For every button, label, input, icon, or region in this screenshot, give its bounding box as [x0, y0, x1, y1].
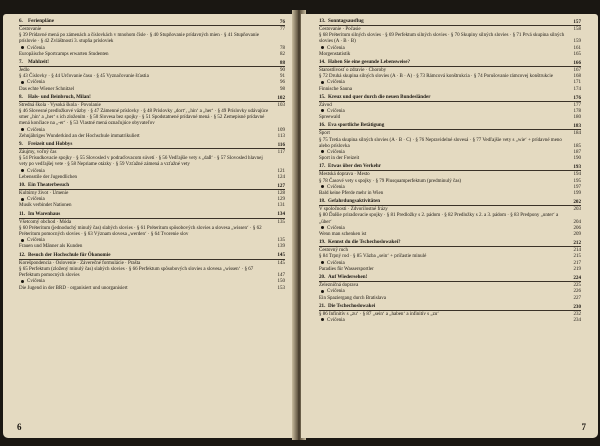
chapter-heading	[19, 211, 285, 218]
chapter-title: Auf Wiedersehen!	[328, 274, 368, 281]
chapter-title: Hals- und Beinbruch, Milan!	[28, 93, 91, 100]
entry-text: § 46 Slovesné predložkové väzby · § 47 Zámenné príslovky · § 48 Príslovky „dort‘, „hin‘ a „her‘ · § 49 Príslovky udávajúce smer „hin‘ a „her‘ s ich zložením · § 50 Slovesa bez spojky · § 51 Spodstatnené prídavné mená · § 52 Zemepisné prídavné mená končiace na „-er‘ · § 53 Vlastné mená označujúce obyvateľov	[19, 109, 269, 127]
toc-entry	[19, 175, 285, 181]
entry-page: 82	[280, 51, 285, 57]
bullet-icon	[321, 318, 324, 321]
toc-chapter	[19, 141, 285, 181]
entry-text: Cvičenia	[27, 197, 45, 203]
entry-text: § 78 Časové vety s spojky · § 79 Plusquamperfektum (predminulý čas)	[319, 178, 462, 184]
chapter-number: 6.	[19, 18, 23, 24]
entry-text: Europäische Sportcamps erwarten Studenten	[19, 51, 109, 57]
chapter-heading	[319, 163, 581, 170]
chapter-page: 212	[573, 240, 581, 247]
chapter-title: Ferienpläne	[28, 18, 55, 24]
entry-text: Musik verbindet Nationen	[19, 203, 72, 209]
entry-text: Závod	[319, 102, 332, 108]
chapter-rule	[19, 148, 285, 149]
chapter-page: 134	[277, 211, 285, 218]
entry-page: 234	[573, 317, 581, 323]
chapter-title: Eva sportliche Betätigung	[328, 122, 385, 129]
entry-page: 121	[277, 168, 285, 174]
entry-page: 131	[277, 203, 285, 209]
chapter-rule	[319, 170, 581, 171]
entry-page: 90	[280, 68, 285, 74]
chapter-heading	[319, 274, 581, 281]
chapter-number: 16.	[319, 122, 326, 129]
chapter-number: 20.	[319, 274, 326, 281]
entry-text: Záujmy, voľný čas	[19, 150, 57, 156]
chapter-rule	[319, 25, 581, 26]
chapter-rule	[319, 246, 581, 247]
entry-page: 128	[277, 191, 285, 197]
entry-page: 209	[573, 232, 581, 238]
entry-text: § 60 Préteritum (jednoduchý minulý čas) slabých slovies · § 61 Préteritum spôsobových slovies a slovesa „wissen‘ · § 62 Préteritum pomocných slovies · § 63 Význam slovesa „werden‘ · § 64 Tvorenie slov	[19, 225, 262, 238]
chapter-title: Gefahrdungsaktivitäten	[328, 198, 381, 205]
toc-chapter	[19, 211, 285, 251]
chapter-page: 88	[279, 59, 285, 66]
entry-page: 184	[573, 131, 581, 137]
entry-text: § 80 Ďalšie prirađovacie spojky · § 81 Predložky s 2. pádom · § 82 Predložky s 2. a 3. pádom · § 83 Predpony „unter‘ a „über‘	[319, 213, 559, 225]
entry-text: Ein Spaziergang durch Bratislava	[319, 295, 386, 301]
entry-page: 109	[277, 127, 285, 133]
entry-page: 195	[573, 178, 581, 184]
bullet-icon	[321, 261, 324, 264]
toc-entry	[319, 296, 581, 302]
entry-text: Železničná doprava	[319, 283, 359, 289]
entry-text: Wenn man schenken ist	[319, 232, 367, 238]
entry-page: 98	[280, 86, 285, 92]
entry-text: Paradies für Wassersportler	[319, 266, 374, 272]
entry-text: Bald keine Pferde mehr in Wien	[319, 191, 384, 197]
entry-text: § 68 Préteritum silných slovies · § 69 Perfektum silných slovies · § 70 Skupiny silných slovies · § 71 Prvá skupina silných slovies (A · B · B)	[319, 33, 565, 45]
toc-entry	[319, 267, 581, 273]
entry-text: Šport	[319, 131, 330, 137]
toc-chapter	[319, 198, 581, 238]
toc-entry	[19, 286, 285, 292]
bullet-icon	[321, 185, 324, 188]
chapter-title: Kreuz und quer durch die neuen Bundesländer	[328, 93, 431, 100]
chapter-number: 11.	[19, 210, 26, 217]
toc-chapter	[319, 122, 581, 162]
entry-text: Cvičenia	[27, 238, 45, 244]
chapter-page: 176	[573, 94, 581, 101]
bullet-icon	[21, 81, 24, 84]
bullet-icon	[321, 109, 324, 112]
chapter-heading	[19, 94, 285, 101]
chapter-rule	[319, 281, 581, 282]
entry-text: § 72 Druhá skupina silných slovies (A · B · A) · § 73 Rámcová konštrukcia · § 74 Porušovanie rámcovej konštrukcie	[319, 74, 553, 80]
toc-entry	[319, 115, 581, 121]
bullet-icon	[21, 280, 24, 283]
entry-text: § 43 Číslovky · § 44 Určovanie času · § 45 Vyznačovanie šťastia	[19, 74, 149, 80]
entry-text: Stredná škola · Vysoká škola · Povolanie	[19, 102, 101, 108]
chapter-heading	[19, 141, 285, 148]
entry-text: Cvičenia	[327, 317, 345, 323]
chapter-rule	[319, 129, 581, 130]
entry-text: Zehnjähriges Wunderkind an der Hochschule immatrikuliert	[19, 133, 140, 139]
bullet-icon	[321, 290, 324, 293]
entry-text: Všetcomý obchod · Móda	[19, 219, 72, 225]
entry-page: 150	[277, 279, 285, 285]
toc-entry	[319, 213, 581, 225]
entry-text: Die Jugend in der BRD · organisiert und unorganisiert	[19, 285, 128, 291]
chapter-rule	[319, 66, 581, 67]
entry-page: 129	[277, 197, 285, 203]
bullet-icon	[21, 128, 24, 131]
entry-page: 145	[277, 260, 285, 266]
bullet-icon	[321, 46, 324, 49]
entry-page: 197	[573, 184, 581, 190]
toc-entry	[319, 52, 581, 58]
chapter-rule	[19, 66, 285, 67]
chapter-rule	[19, 189, 285, 190]
chapter-heading	[19, 182, 285, 189]
entry-page: 78	[280, 45, 285, 51]
entry-page: 167	[573, 68, 581, 74]
entry-text: § 54 Prísudkovacie spojky · § 55 Slovosled v podraďovacom súvetí · § 56 Vedľajšie vety s „daß‘ · § 57 Slovosled hlavnej vety po vedľajšej vete · § 58 Nepriame otázky · § 59 Vzťažné zámená a vzťažné vety	[19, 156, 263, 168]
entry-text: Cvičenia	[327, 150, 345, 156]
entry-page: 219	[573, 266, 581, 272]
entry-page: 217	[573, 260, 581, 266]
entry-text: Kultúrny život · Umenie	[19, 191, 69, 197]
bullet-icon	[21, 198, 24, 201]
page-number-left: 6	[17, 422, 22, 432]
entry-page: 91	[280, 74, 285, 80]
entry-text: § 86 Infinitív s „zu‘ · § 87 „sein‘ a „haben‘ a infinitív s „zu‘	[319, 311, 439, 317]
chapter-number: 12.	[19, 251, 26, 258]
chapter-page: 224	[573, 274, 581, 281]
chapter-page: 102	[277, 94, 285, 101]
toc-chapter	[319, 94, 581, 122]
entry-page: 103	[277, 102, 285, 108]
bullet-icon	[21, 239, 24, 242]
entry-page: 147	[277, 273, 285, 279]
entry-page: 117	[277, 150, 285, 156]
entry-page: 161	[573, 45, 581, 51]
entry-text: Starostlivosť o zdravie · Choroby	[319, 68, 387, 74]
entry-page: 204	[573, 219, 581, 225]
chapter-rule	[319, 310, 581, 311]
bullet-icon	[321, 81, 324, 84]
chapter-title: Etwas über den Verkehr	[328, 163, 381, 170]
toc-chapter	[19, 182, 285, 210]
entry-text: Spreewald	[319, 115, 341, 121]
entry-page: 178	[573, 109, 581, 115]
entry-text: Cvičenia	[27, 127, 45, 133]
entry-page: 225	[573, 283, 581, 289]
chapter-number: 10.	[19, 182, 26, 189]
entry-page: 190	[573, 156, 581, 162]
entry-page: 139	[277, 244, 285, 250]
chapter-page: 183	[573, 123, 581, 130]
entry-text: Mestská doprava · Mesto	[319, 172, 370, 178]
entry-text: Finnische Sauna	[319, 86, 352, 92]
entry-text: Frauen und Männer als Kunden	[19, 244, 83, 250]
chapter-title: Mahlzeit!	[28, 59, 49, 66]
entry-text: Morgenstatistik	[319, 51, 351, 57]
toc-chapter	[19, 94, 285, 140]
entry-page: 96	[280, 80, 285, 86]
entry-page: 227	[573, 295, 581, 301]
entry-page: 226	[573, 289, 581, 295]
entry-page: 232	[573, 311, 581, 317]
chapter-title: Haben Sie eine gesunde Lebensweise?	[328, 59, 411, 66]
chapter-page: 193	[573, 164, 581, 171]
toc-chapter	[319, 59, 581, 93]
chapter-heading	[319, 198, 581, 205]
entry-text: § 39 Prídavné mená po zámenách a číslovkách v mnohom čísle · § 40 Stupňovanie prídavných mien · § 41 Stupňovanie príslovie · § 42 Zvláštnosti 3. stupňa prísloviek	[19, 33, 259, 45]
bullet-icon	[21, 169, 24, 172]
entry-text: Cestovný ruch	[319, 248, 349, 254]
entry-text: Cvičenia	[27, 45, 45, 51]
entry-page: 158	[573, 27, 581, 32]
chapter-rule	[19, 25, 285, 26]
chapter-number: 15.	[319, 93, 326, 100]
chapter-rule	[319, 205, 581, 206]
entry-page: 168	[573, 74, 581, 80]
toc-entry	[319, 156, 581, 162]
bullet-icon	[321, 226, 324, 229]
chapter-number: 8.	[19, 93, 23, 100]
toc-entry	[19, 87, 285, 93]
toc-entry	[319, 33, 581, 45]
page-number-right: 7	[581, 422, 586, 432]
chapter-number: 7.	[19, 59, 23, 66]
entry-page: 215	[573, 254, 581, 260]
entry-page: 203	[573, 207, 581, 213]
bullet-icon	[21, 46, 24, 49]
entry-text: Lebensstile der Jugendlichen	[19, 174, 78, 180]
chapter-rule	[19, 218, 285, 219]
chapter-number: 13.	[319, 18, 326, 24]
chapter-title: Ein Theaterbesuch	[28, 182, 70, 189]
toc-chapter	[319, 303, 581, 324]
toc-chapter	[319, 274, 581, 302]
toc-entry	[19, 226, 285, 238]
chapter-heading	[19, 59, 285, 66]
toc-entry	[319, 138, 581, 150]
toc-entry	[19, 109, 285, 128]
chapter-rule	[19, 101, 285, 102]
chapter-title: Kennst du die Tschechoslowakei?	[328, 239, 401, 246]
entry-text: Cvičenia	[327, 45, 345, 51]
chapter-page: 202	[573, 199, 581, 206]
entry-page: 194	[573, 172, 581, 178]
entry-page: 180	[573, 115, 581, 121]
chapter-heading	[19, 252, 285, 259]
chapter-page: 145	[277, 252, 285, 259]
chapter-number: 18.	[319, 198, 326, 205]
chapter-title: Die Tschechoslowakei	[328, 302, 376, 309]
entry-text: Cvičenia	[327, 80, 345, 86]
entry-page: 187	[573, 150, 581, 156]
chapter-heading	[19, 18, 285, 25]
entry-page: 124	[277, 174, 285, 180]
chapter-number: 9.	[19, 141, 23, 148]
toc-entry	[19, 156, 285, 168]
chapter-heading	[319, 303, 581, 310]
left-page	[3, 14, 297, 438]
chapter-page: 166	[573, 59, 581, 66]
chapter-page: 127	[277, 182, 285, 189]
entry-text: Cvičenia	[327, 184, 345, 190]
toc-entry	[19, 203, 285, 209]
chapter-page: 157	[573, 18, 581, 25]
chapter-number: 14.	[319, 59, 326, 66]
chapter-heading	[319, 94, 581, 101]
right-toc	[319, 18, 581, 325]
entry-text: Cestovanie	[19, 27, 42, 32]
entry-text: Das echte Wiener Schnitzel	[19, 86, 75, 92]
toc-chapter	[319, 18, 581, 58]
toc-entry	[19, 134, 285, 140]
entry-text: § 65 Perfektum (zložený minulý čas) slabých slovies · § 66 Perfektum spôsobových slovies a slovesa „wissen‘ · § 67 Perfektum pomocných slovies	[19, 266, 254, 279]
right-page	[301, 14, 598, 438]
entry-text: V spoločnosti · Zdvorilostné frázy	[319, 207, 388, 213]
entry-text: Cvičenia	[27, 168, 45, 174]
chapter-title: Freizeit und Hobbys	[28, 141, 73, 148]
entry-page: 214	[573, 248, 581, 254]
entry-text: Cvičenia	[27, 279, 45, 285]
entry-page: 153	[277, 285, 285, 291]
entry-text: Korešpondencia · Oslovenie · Záverečné formulácie · Prašta	[19, 260, 141, 266]
toc-entry	[319, 191, 581, 197]
chapter-page: 76	[279, 18, 285, 25]
entry-page: 174	[573, 86, 581, 92]
chapter-title: Im Warenhaus	[28, 210, 61, 217]
toc-entry	[319, 318, 581, 324]
entry-page: 177	[573, 102, 581, 108]
entry-page: 159	[573, 39, 581, 45]
entry-text: Cvičenia	[327, 225, 345, 231]
toc-entry	[19, 244, 285, 250]
chapter-number: 21.	[319, 302, 326, 309]
chapter-title: Besuch der Hochschule für Ökonomie	[28, 251, 111, 258]
entry-page: 185	[573, 143, 581, 149]
chapter-page: 116	[277, 141, 285, 148]
chapter-number: 17.	[319, 163, 326, 170]
left-toc	[19, 18, 285, 293]
chapter-heading	[319, 59, 581, 66]
entry-page: 206	[573, 225, 581, 231]
bullet-icon	[321, 150, 324, 153]
entry-text: Sport in der Freizeit	[319, 156, 360, 162]
toc-entry	[319, 87, 581, 93]
toc-chapter	[19, 18, 285, 58]
toc-chapter	[19, 59, 285, 93]
entry-page: 113	[277, 133, 285, 139]
entry-text: Cvičenia	[27, 80, 45, 86]
chapter-rule	[19, 259, 285, 260]
entry-page: 199	[573, 191, 581, 197]
entry-page: 135	[277, 238, 285, 244]
entry-page: 171	[573, 80, 581, 86]
entry-text: Cvičenia	[327, 109, 345, 115]
toc-entry	[19, 52, 285, 58]
chapter-page: 230	[573, 303, 581, 310]
toc-entry	[19, 33, 285, 45]
toc-entry	[19, 267, 285, 279]
chapter-heading	[319, 18, 581, 25]
chapter-heading	[319, 239, 581, 246]
entry-page: 77	[280, 27, 285, 32]
chapter-heading	[319, 122, 581, 129]
entry-text: Cvičenia	[327, 260, 345, 266]
entry-text: § 84 Trpný rod · § 85 Väzba „sein‘ + príčastie minulé	[319, 254, 427, 260]
entry-text: Cvičenia	[327, 289, 345, 295]
chapter-title: Sonntagsausflug	[328, 18, 364, 24]
entry-page: 135	[277, 219, 285, 225]
toc-chapter	[319, 239, 581, 273]
entry-text: Jedlo	[19, 68, 30, 74]
toc-chapter	[319, 163, 581, 197]
chapter-rule	[319, 101, 581, 102]
entry-text: § 75 Tretia skupina silných slovies (A · B · C) · § 76 Nepravidelné slovesá · § 77 Vedľajšie vety s „wie‘ + prídavné meno alebo príslovka	[319, 137, 562, 149]
entry-page: 165	[573, 51, 581, 57]
entry-text: Cestovanie · Počasie	[319, 27, 361, 32]
toc-entry	[319, 232, 581, 238]
chapter-number: 19.	[319, 239, 326, 246]
toc-chapter	[19, 252, 285, 292]
